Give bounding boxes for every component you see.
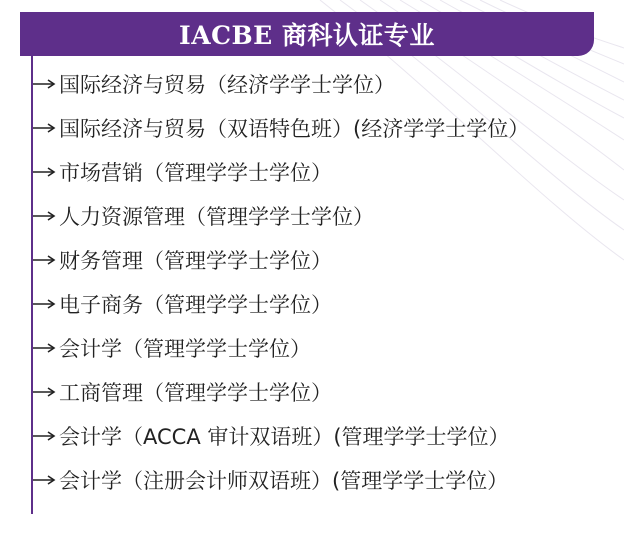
major-label: 会计学（注册会计师双语班）(管理学学士学位） [59,469,509,493]
major-label: 工商管理（管理学学士学位） [59,381,332,405]
arrow-right-icon [33,78,57,90]
arrow-right-icon [33,122,57,134]
major-label: 会计学（管理学学士学位） [59,337,311,361]
list-item [33,106,623,150]
list-item [33,62,623,106]
major-label: 人力资源管理（管理学学士学位） [59,205,374,229]
major-label: 国际经济与贸易（经济学学士学位） [59,73,395,97]
arrow-right-icon [33,166,57,178]
major-label: 财务管理（管理学学士学位） [59,249,332,273]
arrow-right-icon [33,342,57,354]
major-label: 会计学（ACCA 审计双语班）(管理学学士学位） [59,425,510,449]
list-item [33,194,623,238]
major-label: 电子商务（管理学学士学位） [59,293,332,317]
arrow-right-icon [33,386,57,398]
list-item [33,150,623,194]
major-list [33,62,623,502]
major-label: 国际经济与贸易（双语特色班）(经济学学士学位） [59,117,530,141]
list-item [33,414,623,458]
arrow-right-icon [33,298,57,310]
arrow-right-icon [33,210,57,222]
list-item [33,458,623,502]
major-label: 市场营销（管理学学士学位） [59,161,332,185]
list-item [33,370,623,414]
arrow-right-icon [33,474,57,486]
arrow-right-icon [33,254,57,266]
arrow-right-icon [33,430,57,442]
section-header-banner [20,12,594,56]
section-title: IACBE 商科认证专业 [179,21,435,50]
list-item [33,326,623,370]
list-item [33,282,623,326]
list-item [33,238,623,282]
